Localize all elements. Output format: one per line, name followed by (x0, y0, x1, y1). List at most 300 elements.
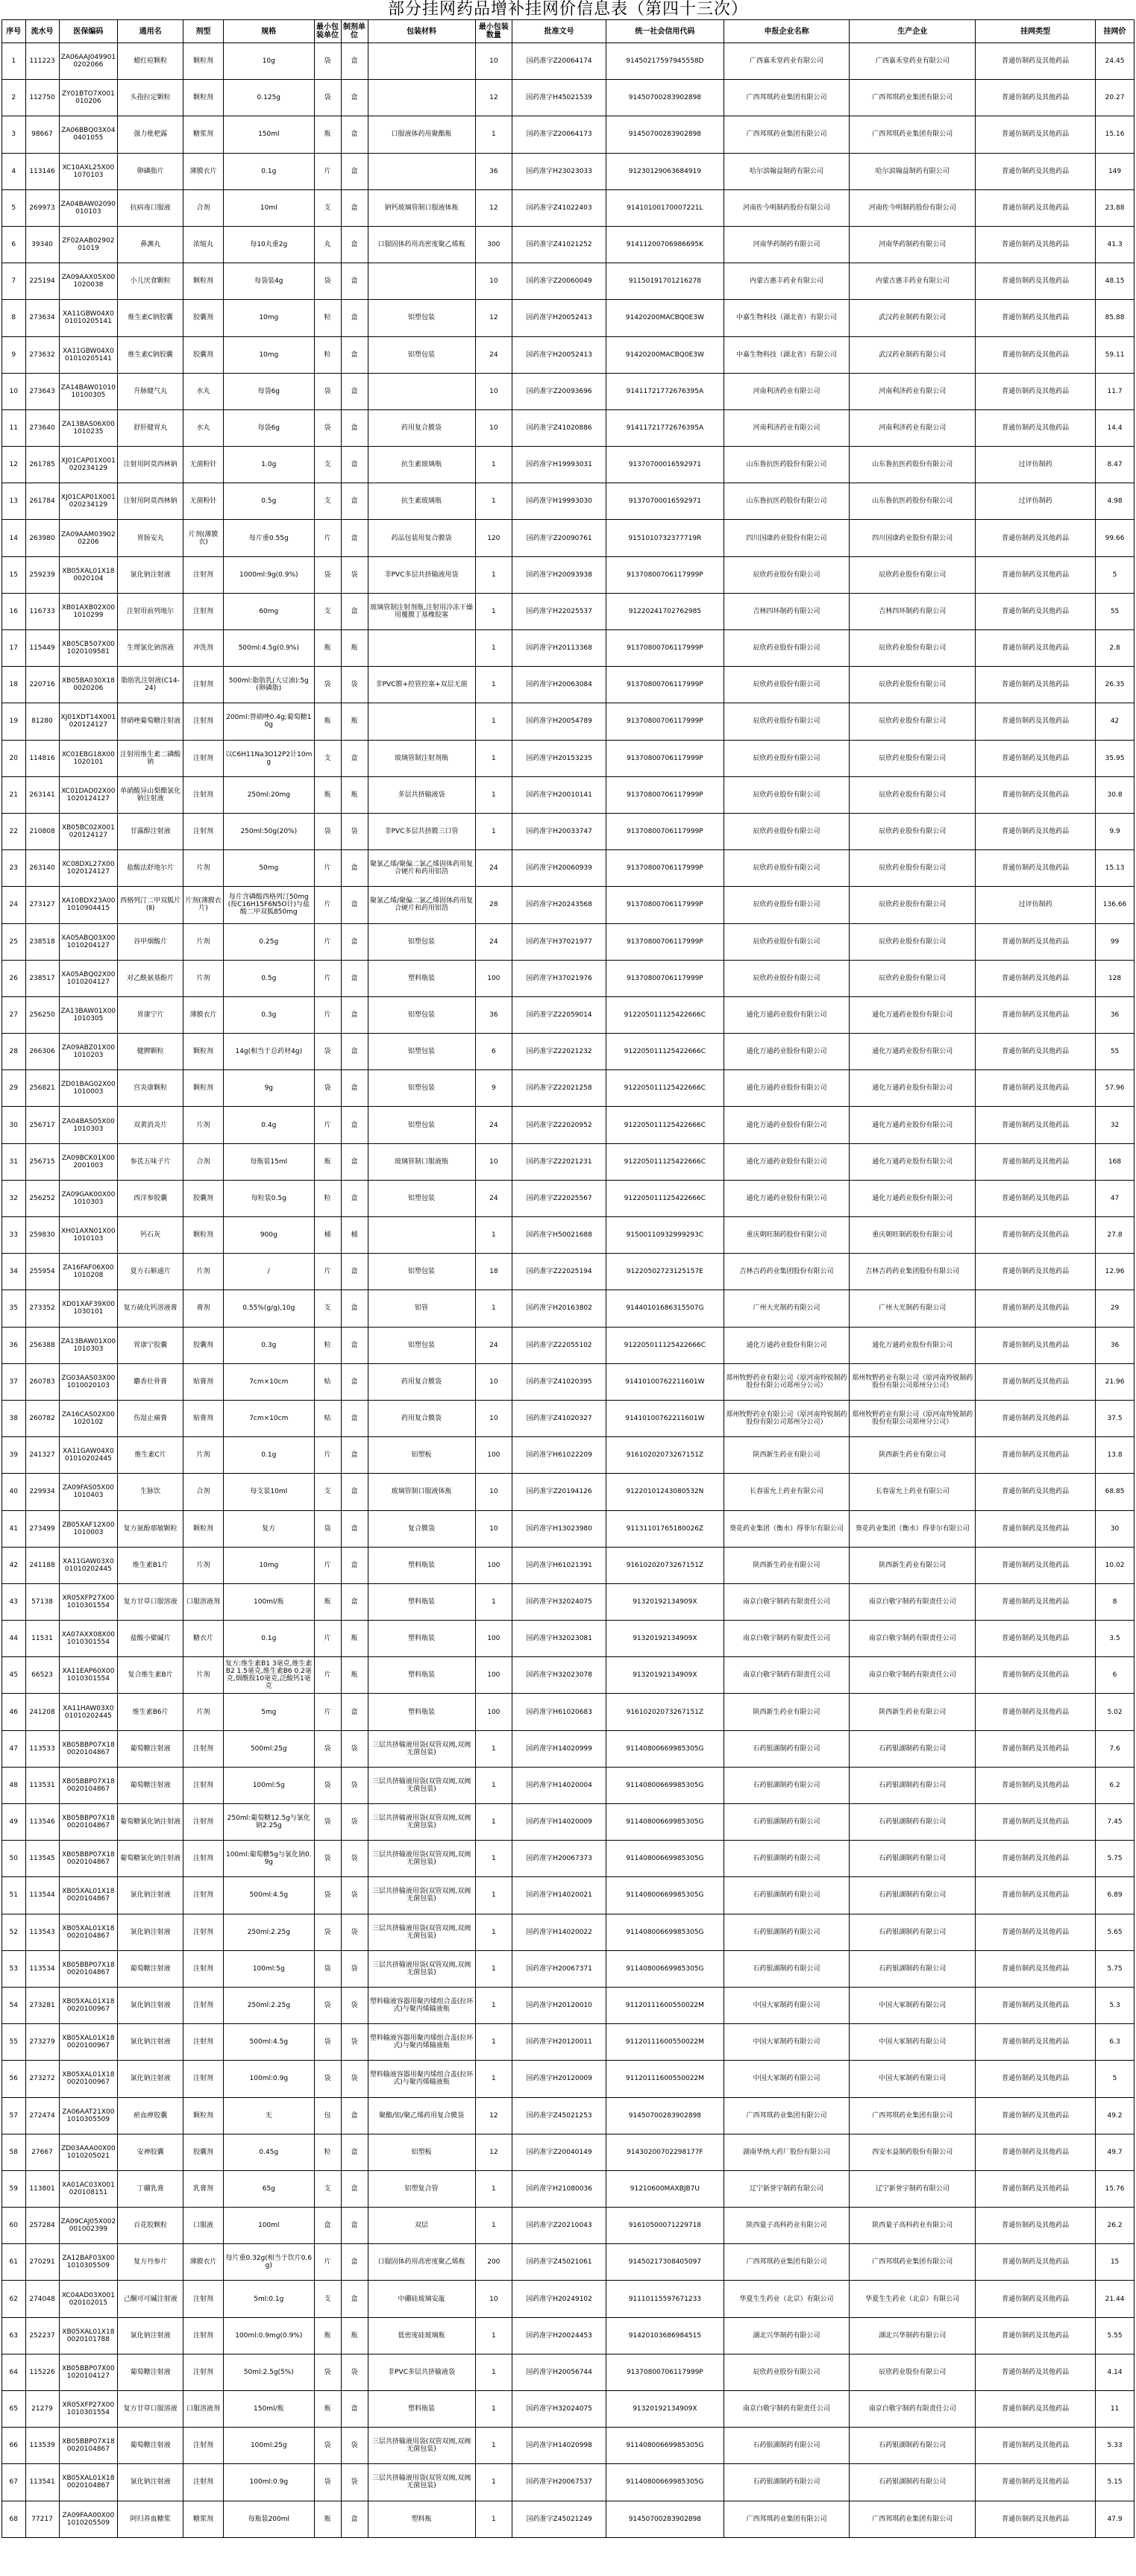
listing-type-cell: 普通仿制药及其他药品 (976, 1621, 1096, 1657)
generic-name-cell: 替硝唑葡萄糖注射液 (118, 703, 183, 740)
applicant-cell: 河南华药制药有限公司 (724, 226, 850, 263)
manufacturer-cell: 辰欣药业股份有限公司 (850, 703, 976, 740)
insurance-code-cell: XR05XFP27X001010301554 (59, 2391, 118, 2428)
insurance-code-cell: ZA16FAF06X001010208 (59, 1254, 118, 1290)
min-package-qty-cell: 1 (475, 2170, 512, 2207)
approval-number-cell: 国药准字Z22055102 (512, 1327, 606, 1363)
listing-type-cell: 普通仿制药及其他药品 (976, 996, 1096, 1033)
applicant-cell: 广西邦琪药业集团有限公司 (724, 116, 850, 153)
listing-type-cell: 普通仿制药及其他药品 (976, 1070, 1096, 1107)
listing-price-cell: 85.88 (1096, 300, 1135, 336)
table-row (2, 373, 1135, 409)
row-number-cell: 65 (2, 2391, 26, 2428)
min-package-qty-cell: 1 (475, 2317, 512, 2354)
row-number-cell: 43 (2, 1583, 26, 1620)
listing-type-cell: 普通仿制药及其他药品 (976, 740, 1096, 776)
specification-cell: 500ml:4.5g (224, 2024, 315, 2061)
preparation-unit-cell: 盒 (341, 1694, 368, 1730)
serial-number-cell: 57138 (25, 1583, 59, 1620)
serial-number-cell: 270291 (25, 2244, 59, 2281)
insurance-code-cell: ZA09CAJ05X002001002399 (59, 2208, 118, 2244)
approval-number-cell: 国药准字H32024075 (512, 2391, 606, 2428)
generic-name-cell: 鼻渊丸 (118, 226, 183, 263)
generic-name-cell: 双黄消炎片 (118, 1107, 183, 1143)
packaging-material-cell: 聚氯乙烯/聚偏二氯乙烯固体药用复合硬片和药用铝箔 (368, 850, 475, 887)
approval-number-cell: 国药准字H20052413 (512, 300, 606, 336)
dosage-form-cell: 无菌粉针 (183, 447, 224, 483)
table-row (2, 80, 1135, 116)
generic-name-cell: 西格列汀二甲双胍片(Ⅱ) (118, 887, 183, 923)
specification-cell: 每袋6g (224, 373, 315, 409)
table-row (2, 2501, 1135, 2537)
specification-cell: 每袋装4g (224, 263, 315, 300)
insurance-code-cell: XB05XAL01X180020101788 (59, 2317, 118, 2354)
min-package-qty-cell: 18 (475, 1254, 512, 1290)
manufacturer-cell: 辽宁新誉宇制药有限公司 (850, 2170, 976, 2207)
min-package-unit-cell: 袋 (314, 556, 341, 593)
applicant-cell: 中嘉生物科技（湖北省）有限公司 (724, 336, 850, 373)
approval-number-cell: 国药准字Z45021061 (512, 2244, 606, 2281)
approval-number-cell: 国药准字H20067537 (512, 2464, 606, 2501)
credit-code-cell: 91120111600550022M (606, 2024, 724, 2061)
row-number-cell: 2 (2, 80, 26, 116)
applicant-cell: 石药银湖制药有限公司 (724, 2464, 850, 2501)
min-package-qty-cell: 1 (475, 2354, 512, 2390)
min-package-unit-cell: 瓶 (314, 116, 341, 153)
table-row (2, 1437, 1135, 1474)
generic-name-cell: 胃康宁胶囊 (118, 1327, 183, 1363)
dosage-form-cell: 注射剂 (183, 1767, 224, 1803)
preparation-unit-cell: 袋 (341, 2024, 368, 2061)
packaging-material-cell: 铝塑板 (368, 2134, 475, 2170)
manufacturer-cell: 辰欣药业股份有限公司 (850, 923, 976, 960)
insurance-code-cell: XA01AC03X001020108151 (59, 2170, 118, 2207)
preparation-unit-cell: 袋 (341, 813, 368, 849)
listing-price-cell: 13.8 (1096, 1437, 1135, 1474)
listing-type-cell: 普通仿制药及其他药品 (976, 2208, 1096, 2244)
insurance-code-cell: XA10BDX23A001010904415 (59, 887, 118, 923)
table-row (2, 740, 1135, 776)
generic-name-cell: 生理氯化钠溶液 (118, 630, 183, 667)
dosage-form-cell: 浓缩丸 (183, 226, 224, 263)
manufacturer-cell: 辰欣药业股份有限公司 (850, 740, 976, 776)
specification-cell: 10ml (224, 189, 315, 226)
specification-cell: 100ml:0.9g (224, 2061, 315, 2097)
dosage-form-cell: 无菌粉针 (183, 483, 224, 520)
preparation-unit-cell: 盒 (341, 1474, 368, 1510)
manufacturer-cell: 南京白敬宇制药有限责任公司 (850, 1583, 976, 1620)
serial-number-cell: 113541 (25, 2464, 59, 2501)
min-package-qty-cell: 100 (475, 1621, 512, 1657)
table-row (2, 923, 1135, 960)
insurance-code-cell: XC10AXL25X001070103 (59, 153, 118, 189)
dosage-form-cell: 片剂 (183, 1657, 224, 1694)
listing-price-cell: 6.2 (1096, 1767, 1135, 1803)
header-cell: 最小包装数量 (475, 20, 512, 43)
serial-number-cell: 273281 (25, 1987, 59, 2023)
insurance-code-cell: ZA09GAK00X001010303 (59, 1180, 118, 1216)
preparation-unit-cell: 袋 (341, 2354, 368, 2390)
dosage-form-cell: 颗粒剂 (183, 1217, 224, 1254)
generic-name-cell: 西洋参胶囊 (118, 1180, 183, 1216)
row-number-cell: 36 (2, 1327, 26, 1363)
credit-code-cell: 91411200706986695K (606, 226, 724, 263)
min-package-unit-cell: 片 (314, 960, 341, 996)
min-package-qty-cell: 10 (475, 1510, 512, 1547)
min-package-qty-cell: 1 (475, 1914, 512, 1950)
listing-price-cell: 128 (1096, 960, 1135, 996)
manufacturer-cell: 通化万通药业股份有限公司 (850, 1180, 976, 1216)
row-number-cell: 56 (2, 2061, 26, 2097)
dosage-form-cell: 片剂 (183, 850, 224, 887)
listing-price-cell: 11 (1096, 2391, 1135, 2428)
listing-type-cell: 普通仿制药及其他药品 (976, 556, 1096, 593)
generic-name-cell: 夏方石斛通片 (118, 1254, 183, 1290)
preparation-unit-cell: 桶 (341, 1217, 368, 1254)
preparation-unit-cell: 盒 (341, 923, 368, 960)
min-package-qty-cell: 24 (475, 1327, 512, 1363)
specification-cell: 7cm×10cm (224, 1363, 315, 1400)
serial-number-cell: 113539 (25, 2428, 59, 2464)
min-package-unit-cell: 袋 (314, 1730, 341, 1767)
applicant-cell: 陕西新生药业有限公司 (724, 1547, 850, 1583)
table-row (2, 1217, 1135, 1254)
generic-name-cell: 复方甘草口服溶液 (118, 2391, 183, 2428)
min-package-qty-cell: 12 (475, 2097, 512, 2134)
manufacturer-cell: 广西邦琪药业集团有限公司 (850, 80, 976, 116)
min-package-qty-cell: 300 (475, 226, 512, 263)
applicant-cell: 广西邦琪药业集团有限公司 (724, 2097, 850, 2134)
applicant-cell: 通化万通药业股份有限公司 (724, 1180, 850, 1216)
row-number-cell: 47 (2, 1730, 26, 1767)
preparation-unit-cell: 盒 (341, 1510, 368, 1547)
packaging-material-cell (368, 43, 475, 80)
row-number-cell: 41 (2, 1510, 26, 1547)
specification-cell: 以C6H11Na3O12P2计10mg (224, 740, 315, 776)
min-package-unit-cell: 瓶 (314, 2391, 341, 2428)
dosage-form-cell: 颗粒剂 (183, 1070, 224, 1107)
manufacturer-cell: 通化万通药业股份有限公司 (850, 1070, 976, 1107)
insurance-code-cell: XB05XAL01X180020100967 (59, 1987, 118, 2023)
min-package-unit-cell: 袋 (314, 80, 341, 116)
insurance-code-cell: XB01AXB02X001010299 (59, 593, 118, 629)
approval-number-cell: 国药准字Z20093696 (512, 373, 606, 409)
manufacturer-cell: 石药银湖制药有限公司 (850, 1914, 976, 1950)
table-row (2, 1327, 1135, 1363)
serial-number-cell: 115226 (25, 2354, 59, 2390)
serial-number-cell: 77217 (25, 2501, 59, 2537)
approval-number-cell: 国药准字H37021977 (512, 923, 606, 960)
packaging-material-cell: 低密度硅玻璃瓶 (368, 2317, 475, 2354)
generic-name-cell: 甘露醇注射液 (118, 813, 183, 849)
table-row (2, 116, 1135, 153)
generic-name-cell: 头孢拉定颗粒 (118, 80, 183, 116)
listing-type-cell: 普通仿制药及其他药品 (976, 1217, 1096, 1254)
insurance-code-cell: ZG03AAS03X001010020103 (59, 1363, 118, 1400)
min-package-unit-cell: 盒 (314, 2208, 341, 2244)
serial-number-cell: 229934 (25, 1474, 59, 1510)
packaging-material-cell: 钠钙玻璃管制口服液体瓶 (368, 189, 475, 226)
listing-type-cell: 普通仿制药及其他药品 (976, 2464, 1096, 2501)
row-number-cell: 58 (2, 2134, 26, 2170)
listing-price-cell: 57.96 (1096, 1070, 1135, 1107)
generic-name-cell: 注射用维生素二磷酸钠 (118, 740, 183, 776)
row-number-cell: 10 (2, 373, 26, 409)
generic-name-cell: 参芪五味子片 (118, 1143, 183, 1180)
dosage-form-cell: 颗粒剂 (183, 80, 224, 116)
applicant-cell: 南京白敬宇制药有限责任公司 (724, 1621, 850, 1657)
approval-number-cell: 国药准字H20063084 (512, 667, 606, 703)
packaging-material-cell: 聚酯/铝/聚乙烯药用复合膜袋 (368, 2097, 475, 2134)
min-package-qty-cell: 24 (475, 336, 512, 373)
serial-number-cell: 259830 (25, 1217, 59, 1254)
credit-code-cell: 91140800669985305G (606, 1767, 724, 1803)
table-row (2, 850, 1135, 887)
approval-number-cell: 国药准字H61020683 (512, 1694, 606, 1730)
applicant-cell: 中嘉生物科技（湖北省）有限公司 (724, 300, 850, 336)
listing-price-cell: 49.2 (1096, 2097, 1135, 2134)
specification-cell: 14g(相当于总药材4g) (224, 1034, 315, 1070)
insurance-code-cell: ZA09BCK01X002001003 (59, 1143, 118, 1180)
applicant-cell: 辰欣药业股份有限公司 (724, 703, 850, 740)
listing-price-cell: 21.44 (1096, 2281, 1135, 2317)
row-number-cell: 20 (2, 740, 26, 776)
dosage-form-cell: 薄膜衣片 (183, 2244, 224, 2281)
specification-cell: 无 (224, 2097, 315, 2134)
insurance-code-cell: XB05XAL01X180020104867 (59, 1914, 118, 1950)
specification-cell: 1.0g (224, 447, 315, 483)
insurance-code-cell: ZA09FAA00X001010205509 (59, 2501, 118, 2537)
specification-cell: 每支装10ml (224, 1474, 315, 1510)
packaging-material-cell: 塑料瓶 (368, 2501, 475, 2537)
table-row (2, 1914, 1135, 1950)
listing-price-cell: 42 (1096, 703, 1135, 740)
preparation-unit-cell: 瓶 (341, 703, 368, 740)
credit-code-cell: 912205011125422666C (606, 1107, 724, 1143)
applicant-cell: 河南佐今明制药股份有限公司 (724, 189, 850, 226)
generic-name-cell: 蜡红痘颗粒 (118, 43, 183, 80)
min-package-unit-cell: 支 (314, 740, 341, 776)
listing-type-cell: 普通仿制药及其他药品 (976, 1547, 1096, 1583)
listing-type-cell: 普通仿制药及其他药品 (976, 1180, 1096, 1216)
listing-type-cell: 普通仿制药及其他药品 (976, 2061, 1096, 2097)
approval-number-cell: 国药准字Z20090761 (512, 520, 606, 556)
credit-code-cell: 91430200702298177F (606, 2134, 724, 2170)
serial-number-cell: 273352 (25, 1290, 59, 1327)
credit-code-cell: 91370800706117999P (606, 887, 724, 923)
price-table (1, 19, 1135, 2538)
dosage-form-cell: 片剂 (183, 1107, 224, 1143)
insurance-code-cell: XB05BA030X180020206 (59, 667, 118, 703)
min-package-qty-cell: 6 (475, 1034, 512, 1070)
serial-number-cell: 257284 (25, 2208, 59, 2244)
preparation-unit-cell: 瓶 (341, 630, 368, 667)
dosage-form-cell: 颗粒剂 (183, 2097, 224, 2134)
listing-price-cell: 5.33 (1096, 2428, 1135, 2464)
manufacturer-cell: 广西邦琪药业集团有限公司 (850, 2244, 976, 2281)
table-row (2, 520, 1135, 556)
insurance-code-cell: ZA09FAS05X001010403 (59, 1474, 118, 1510)
credit-code-cell: 91140800669985305G (606, 1730, 724, 1767)
insurance-code-cell: XA11GBW04X001010205141 (59, 336, 118, 373)
approval-number-cell: 国药准字H20060939 (512, 850, 606, 887)
min-package-unit-cell: 瓶 (314, 2501, 341, 2537)
serial-number-cell: 266306 (25, 1034, 59, 1070)
min-package-unit-cell: 片 (314, 850, 341, 887)
table-row (2, 263, 1135, 300)
packaging-material-cell: 铝塑包装 (368, 1070, 475, 1107)
generic-name-cell: 舒肝健胃丸 (118, 409, 183, 446)
dosage-form-cell: 片剂 (183, 1694, 224, 1730)
listing-type-cell: 普通仿制药及其他药品 (976, 116, 1096, 153)
listing-price-cell: 168 (1096, 1143, 1135, 1180)
listing-price-cell: 5 (1096, 556, 1135, 593)
min-package-qty-cell: 10 (475, 373, 512, 409)
specification-cell: 5mg (224, 1694, 315, 1730)
generic-name-cell: 胃康宁片 (118, 996, 183, 1033)
serial-number-cell: 263140 (25, 850, 59, 887)
table-row (2, 336, 1135, 373)
dosage-form-cell: 口服溶液剂 (183, 2391, 224, 2428)
preparation-unit-cell: 盒 (341, 447, 368, 483)
table-row (2, 1767, 1135, 1803)
dosage-form-cell: 注射剂 (183, 740, 224, 776)
generic-name-cell: 复方丹参片 (118, 2244, 183, 2281)
preparation-unit-cell: 盒 (341, 1327, 368, 1363)
serial-number-cell: 116733 (25, 593, 59, 629)
dosage-form-cell: 注射剂 (183, 1914, 224, 1950)
listing-type-cell: 普通仿制药及其他药品 (976, 1107, 1096, 1143)
min-package-unit-cell: 支 (314, 1290, 341, 1327)
packaging-material-cell: 药用复合膜袋 (368, 1400, 475, 1436)
applicant-cell: 河南利济药业有限公司 (724, 373, 850, 409)
min-package-qty-cell: 24 (475, 850, 512, 887)
preparation-unit-cell: 盒 (341, 1180, 368, 1216)
generic-name-cell: 氯化钠注射液 (118, 1914, 183, 1950)
table-row (2, 556, 1135, 593)
listing-type-cell: 普通仿制药及其他药品 (976, 1583, 1096, 1620)
min-package-qty-cell: 10 (475, 263, 512, 300)
insurance-code-cell: ZA09ABZ01X001010203 (59, 1034, 118, 1070)
min-package-qty-cell: 100 (475, 1657, 512, 1694)
credit-code-cell: 91140800669985305G (606, 1841, 724, 1877)
table-row (2, 153, 1135, 189)
preparation-unit-cell: 盒 (341, 2134, 368, 2170)
listing-type-cell: 普通仿制药及其他药品 (976, 1254, 1096, 1290)
credit-code-cell: 91411721772676395A (606, 409, 724, 446)
listing-type-cell: 普通仿制药及其他药品 (976, 2281, 1096, 2317)
credit-code-cell: 91220502723125157E (606, 1254, 724, 1290)
listing-type-cell: 普通仿制药及其他药品 (976, 520, 1096, 556)
approval-number-cell: 国药准字H22025537 (512, 593, 606, 629)
preparation-unit-cell: 袋 (341, 1767, 368, 1803)
row-number-cell: 5 (2, 189, 26, 226)
packaging-material-cell: 抗生素玻璃瓶 (368, 483, 475, 520)
credit-code-cell: 91420103686984515 (606, 2317, 724, 2354)
approval-number-cell: 国药准字Z20040149 (512, 2134, 606, 2170)
preparation-unit-cell: 袋 (341, 1804, 368, 1841)
generic-name-cell: 己酮可可碱注射液 (118, 2281, 183, 2317)
listing-price-cell: 36 (1096, 1327, 1135, 1363)
insurance-code-cell: ZD01BAG02X001010003 (59, 1070, 118, 1107)
preparation-unit-cell: 瓶 (341, 776, 368, 813)
packaging-material-cell: 口服固体药用高密度聚乙烯瓶 (368, 226, 475, 263)
header-cell: 申报企业名称 (724, 20, 850, 43)
min-package-unit-cell: 片 (314, 1694, 341, 1730)
specification-cell: 每10丸重2g (224, 226, 315, 263)
generic-name-cell: 氯化钠注射液 (118, 556, 183, 593)
insurance-code-cell: XB05XAL01X180020100967 (59, 2024, 118, 2061)
credit-code-cell: 91370800706117999P (606, 923, 724, 960)
manufacturer-cell: 石药银湖制药有限公司 (850, 1767, 976, 1803)
listing-type-cell: 普通仿制药及其他药品 (976, 336, 1096, 373)
serial-number-cell: 256250 (25, 996, 59, 1033)
credit-code-cell: 91110115597671233 (606, 2281, 724, 2317)
insurance-code-cell: ZA06BBQ03X040401055 (59, 116, 118, 153)
preparation-unit-cell: 袋 (341, 1730, 368, 1767)
listing-type-cell: 普通仿制药及其他药品 (976, 1657, 1096, 1694)
header-cell: 通用名 (118, 20, 183, 43)
min-package-unit-cell: 片 (314, 1657, 341, 1694)
generic-name-cell: 注射用阿莫西林钠 (118, 483, 183, 520)
row-number-cell: 45 (2, 1657, 26, 1694)
applicant-cell: 通化万通药业股份有限公司 (724, 1143, 850, 1180)
min-package-unit-cell: 桶 (314, 1217, 341, 1254)
listing-type-cell: 普通仿制药及其他药品 (976, 1877, 1096, 1914)
serial-number-cell: 256252 (25, 1180, 59, 1216)
serial-number-cell: 273127 (25, 887, 59, 923)
table-row (2, 189, 1135, 226)
min-package-qty-cell: 9 (475, 1070, 512, 1107)
specification-cell: 10mg (224, 1547, 315, 1583)
serial-number-cell: 113533 (25, 1730, 59, 1767)
min-package-unit-cell: 瓶 (314, 1143, 341, 1180)
min-package-qty-cell: 12 (475, 80, 512, 116)
credit-code-cell: 91140800669985305G (606, 1914, 724, 1950)
applicant-cell: 南京白敬宇制药有限责任公司 (724, 1583, 850, 1620)
listing-type-cell: 普通仿制药及其他药品 (976, 1841, 1096, 1877)
approval-number-cell: 国药准字Z20064174 (512, 43, 606, 80)
manufacturer-cell: 长春雷允上药业有限公司 (850, 1474, 976, 1510)
listing-type-cell: 普通仿制药及其他药品 (976, 776, 1096, 813)
row-number-cell: 32 (2, 1180, 26, 1216)
listing-price-cell: 12.96 (1096, 1254, 1135, 1290)
table-row (2, 1107, 1135, 1143)
packaging-material-cell: 三层共挤输液用袋(双管双阀,双阀无菌包装) (368, 1730, 475, 1767)
manufacturer-cell: 辰欣药业股份有限公司 (850, 667, 976, 703)
credit-code-cell: 912205011125422666C (606, 1034, 724, 1070)
generic-name-cell: 钙石灰 (118, 1217, 183, 1254)
preparation-unit-cell: 盒 (341, 1143, 368, 1180)
serial-number-cell: 256715 (25, 1143, 59, 1180)
applicant-cell: 辰欣药业股份有限公司 (724, 740, 850, 776)
listing-type-cell: 普通仿制药及其他药品 (976, 2317, 1096, 2354)
table-row (2, 226, 1135, 263)
min-package-unit-cell: 粒 (314, 300, 341, 336)
approval-number-cell: 国药准字H14020004 (512, 1767, 606, 1803)
generic-name-cell: 注射用前列地尔 (118, 593, 183, 629)
dosage-form-cell: 胶囊剂 (183, 1180, 224, 1216)
listing-type-cell: 普通仿制药及其他药品 (976, 923, 1096, 960)
packaging-material-cell: 铝塑包装 (368, 336, 475, 373)
row-number-cell: 17 (2, 630, 26, 667)
generic-name-cell: 维生素C钠胶囊 (118, 336, 183, 373)
generic-name-cell: 维生素B6片 (118, 1694, 183, 1730)
dosage-form-cell: 胶囊剂 (183, 2134, 224, 2170)
row-number-cell: 54 (2, 1987, 26, 2023)
min-package-unit-cell: 袋 (314, 1510, 341, 1547)
min-package-qty-cell: 1 (475, 447, 512, 483)
